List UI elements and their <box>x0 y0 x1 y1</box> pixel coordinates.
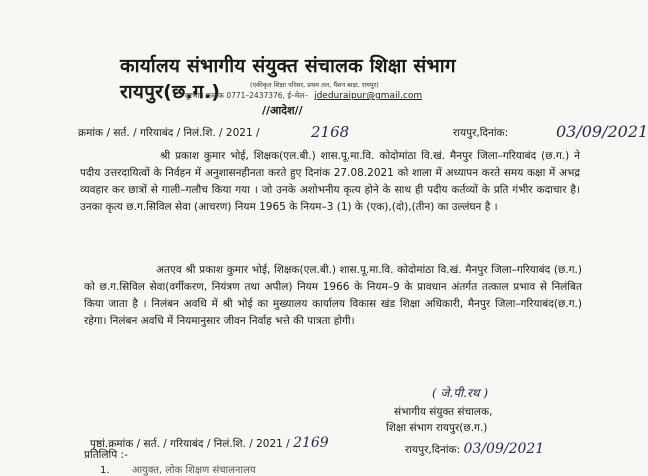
paragraph-1: श्री प्रकाश कुमार भोई, शिक्षक(एल.बी.) शास.पू.मा.वि. कोदोमांठा वि.खं. मैनपुर जिला–गरियाबंद (छ.ग.) ने पदीय उत्तरदायित्वों के निर्वहन में अनुशासनहीनता करते हुए दिनांक 27.08.2021 को शाला में अध्यापन करते समय कक्षा में अभद्र व्यवहार कर छात्रों से गाली–गलौच किया गया । जो उनके अशोभनीय कृत्य होने के साथ ही पदीय कर्तव्यों के प्रति गंभीर कदाचार है। उनका कृत्य छ.ग.सिविल सेवा (आचरण) नियम 1965 के नियम–3 (1) के (एक),(दो),(तीन) का उल्लंघन है । <box>80 150 580 213</box>
paragraph-2: अतएव श्री प्रकाश कुमार भोई, शिक्षक(एल.बी.) शास.पू.मा.वि. कोदोमांठा वि.खं. मैनपुर जिला–गरियाबंद (छ.ग.) को छ.ग.सिविल सेवा(वर्गीकरण, नियंत्रण तथा अपील) नियम 1966 के नियम–9 के प्रावधान अंतर्गत तत्काल प्रभाव से निलंबित किया जाता है । निलंबन अवधि में श्री भोई का मुख्यालय कार्यालय विकास खंड शिक्षा अधिकारी, मैनपुर जिला–गरियाबंद(छ.ग.) रहेगा। निलंबन अवधि में नियमानुसार जीवन निर्वाह भत्ते की पात्रता होगी। <box>84 264 582 327</box>
reference-line <box>78 122 648 141</box>
endorsement-prefix: पृष्ठां.क्रमांक / सर्त. / गरियाबंद / निलं.शि. / 2021 / <box>90 438 290 450</box>
signature-place-label: रायपुर,दिनांक: <box>405 444 461 456</box>
copy-item-number: 1. <box>100 465 110 476</box>
office-contact <box>185 91 422 101</box>
reference-prefix: क्रमांक / सर्त. / गरियाबंद / निलं.शि. / 2021 / <box>78 127 260 139</box>
copy-label: प्रतिलिपि :- <box>84 449 128 461</box>
signature-date-line <box>405 441 544 457</box>
email-link[interactable]: jdeduraipur@gmail.com <box>314 91 423 101</box>
order-heading: //आदेश// <box>262 104 303 117</box>
signatory-office: शिक्षा संभाग रायपुर(छ.ग.) <box>386 422 488 434</box>
reference-date: 03/09/2021 <box>556 122 648 141</box>
signatory-designation: संभागीय संयुक्त संचालक, <box>394 406 493 418</box>
endorsement-number: 2169 <box>293 435 329 451</box>
copy-item-1 <box>100 462 256 476</box>
reference-number: 2168 <box>311 123 350 141</box>
office-title: कार्यालय संभागीय संयुक्त संचालक शिक्षा संभाग रायपुर(छ.ग.) <box>120 55 456 103</box>
office-address: (एकीकृत शिक्षा परिसर, प्रथम तल, पैंशन बाड़ा, रायपुर) <box>250 81 379 89</box>
phone-text: दूरभाष क्रमांक 0771–2437376, ई–मेल– <box>185 91 309 100</box>
signature-date: 03/09/2021 <box>463 441 545 457</box>
reference-place-label: रायपुर,दिनांक: <box>453 127 509 139</box>
copy-item-text: आयुक्त, लोक शिक्षण संचालनालय <box>131 465 256 476</box>
signatory-name: ( जे.पी.रथ ) <box>432 386 489 400</box>
